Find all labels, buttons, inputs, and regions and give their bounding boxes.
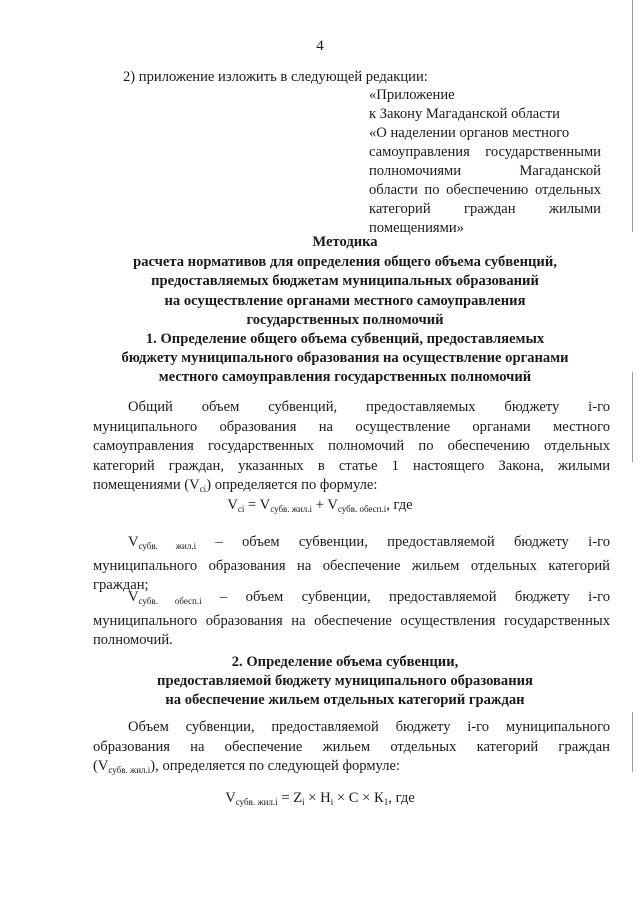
definition-line: $V_{субв. жил.i}$ – объем субвенции, предоставляемой бюджету i-го xyxy=(128,534,610,551)
section2-paragraph xyxy=(93,718,610,781)
appendix-line: «О наделении органов местного xyxy=(369,125,570,141)
definition-line: муниципального образования на обеспечение жильем отдельных категорий xyxy=(93,557,610,574)
methodology-title xyxy=(0,233,640,331)
section1-heading xyxy=(0,330,640,387)
formula-total-subvention: $V_{ci} = V_{субв. жил.i} + V_{субв. обесп.i}$, где xyxy=(227,497,413,514)
para-line: Общий объем субвенций, предоставляемых бюджету i-го xyxy=(128,399,610,415)
para-line: Объем субвенции, предоставляемой бюджету i-го муниципального xyxy=(128,719,610,735)
appendix-line: «Приложение xyxy=(369,87,455,103)
title-line: расчета нормативов для определения общего объема субвенций, xyxy=(133,253,557,270)
scan-edge-line xyxy=(632,712,633,772)
appendix-line: полномочиями Магаданской xyxy=(369,163,601,179)
appendix-line: области по обеспечению отдельных xyxy=(369,182,601,198)
para-line: образования на обеспечение жильем отдельных категорий граждан xyxy=(93,738,610,755)
para-line-last: $(V_{субв. жил.i})$, определяется по следующей формуле: xyxy=(93,758,401,775)
scan-edge-line xyxy=(632,0,633,232)
definition-line: $V_{субв. обесп.i}$ – объем субвенции, предоставляемой бюджету i-го xyxy=(128,589,610,606)
definition-provision xyxy=(93,588,610,651)
section2-heading xyxy=(0,653,640,710)
heading-line: на обеспечение жильем отдельных категорий граждан xyxy=(165,692,525,708)
appendix-line: категорий граждан жилыми xyxy=(369,201,601,217)
heading-line: местного самоуправления государственных полномочий xyxy=(158,369,532,385)
intro-line: 2) приложение изложить в следующей редакции: xyxy=(123,69,428,85)
title-line: предоставляемых бюджетам муниципальных образований xyxy=(151,273,539,289)
definition-line: полномочий. xyxy=(93,632,173,648)
para-line-last: помещениями $(V_{ci})$ определяется по формуле: xyxy=(93,477,378,494)
formula-housing-subvention: $V_{субв. жил.i} = Z_i \times H_i \times С \times К_1$, где xyxy=(225,790,415,807)
section1-paragraph xyxy=(93,398,610,500)
definition-housing xyxy=(93,533,610,596)
heading-line: 1. Определение общего объема субвенций, предоставляемых xyxy=(145,331,545,347)
title-line: на осуществление органами местного самоуправления xyxy=(164,292,526,309)
para-line: муниципального образования на осуществление органами местного xyxy=(93,418,610,435)
definition-line: муниципального образования на обеспечение осуществления государственных xyxy=(93,612,610,629)
title-line: государственных полномочий xyxy=(246,312,444,328)
para-line: самоуправления государственных полномочий по обеспечению отдельных xyxy=(93,438,610,454)
definition-line: граждан; xyxy=(93,577,149,593)
title-line: Методика xyxy=(312,234,378,250)
appendix-line: к Закону Магаданской области xyxy=(369,106,560,122)
appendix-line: помещениями» xyxy=(369,220,464,236)
heading-line: предоставляемой бюджету муниципального образования xyxy=(157,673,533,689)
para-line: категорий граждан, указанных в статье 1 настоящего Закона, жилыми xyxy=(93,457,610,474)
page-number: 4 xyxy=(316,38,324,54)
appendix-line: самоуправления государственными xyxy=(369,144,601,160)
heading-line: 2. Определение объема субвенции, xyxy=(231,654,459,670)
appendix-reference-block xyxy=(369,86,601,238)
heading-line: бюджету муниципального образования на осуществление органами xyxy=(121,350,569,366)
scan-edge-line xyxy=(632,372,633,462)
